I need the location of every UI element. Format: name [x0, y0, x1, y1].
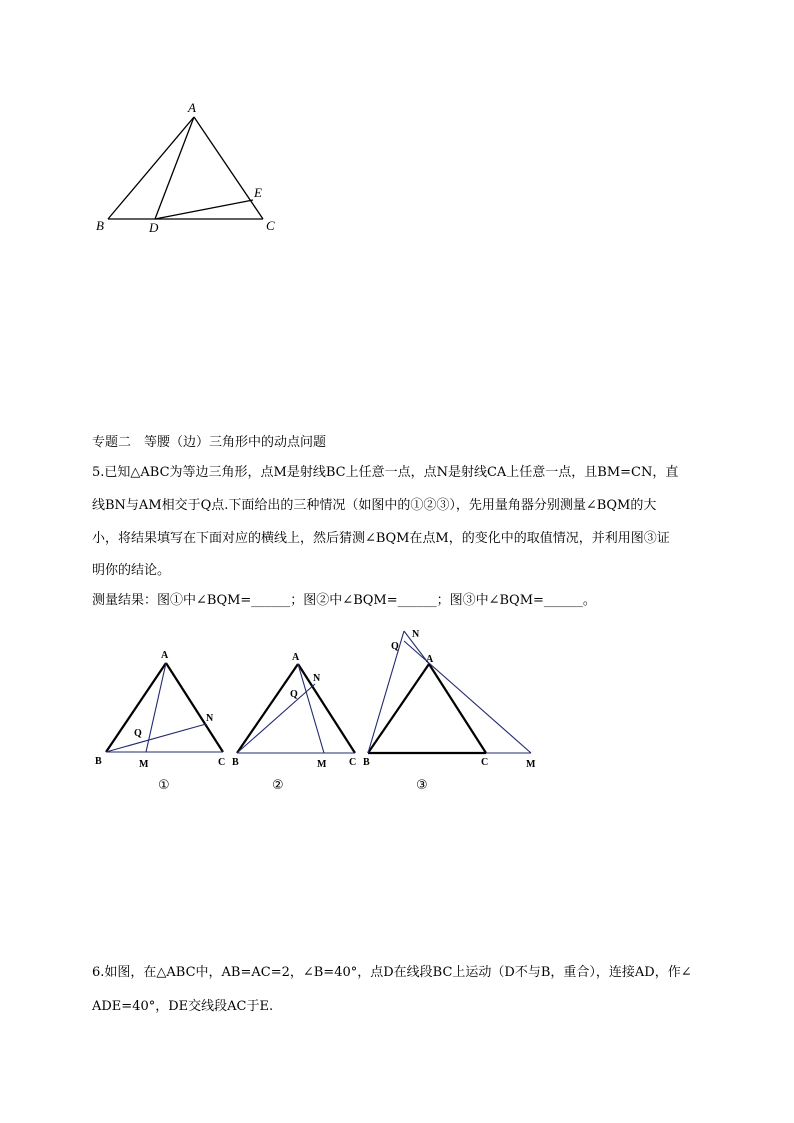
- segment-am: [404, 641, 531, 753]
- segment-ab: [108, 117, 194, 219]
- segment-ac: [194, 117, 263, 219]
- label-m: M: [526, 759, 536, 770]
- segment-de: [155, 200, 253, 219]
- figure-1: [90, 644, 240, 774]
- problem5-line3: 小，将结果填写在下面对应的横线上，然后猜测∠BQM在点M，的变化中的取值情况，并利用图③证: [92, 531, 670, 546]
- label-c: C: [218, 757, 226, 768]
- label-b: B: [95, 756, 102, 767]
- label-b: B: [96, 218, 104, 233]
- segment-ac: [166, 663, 223, 752]
- label-b: B: [363, 757, 370, 768]
- label-m: M: [317, 759, 327, 770]
- label-e: E: [254, 185, 262, 200]
- figure-2-caption: ②: [272, 778, 284, 793]
- figure-3-caption: ③: [416, 778, 428, 793]
- problem5-line2: 线BN与AM相交于Q点.下面给出的三种情况（如图中的①②③），先用量角器分别测量∠BQM的大: [92, 498, 657, 513]
- section-title: 专题二 等腰（边）三角形中的动点问题: [92, 435, 327, 450]
- segment-ac: [429, 664, 486, 753]
- label-q: Q: [134, 728, 142, 739]
- label-n: N: [412, 629, 420, 640]
- label-n: N: [206, 713, 214, 724]
- label-a: A: [292, 652, 300, 663]
- label-a: A: [188, 100, 196, 115]
- label-m: M: [139, 759, 149, 770]
- label-a: A: [426, 654, 434, 665]
- problem5-line4: 明你的结论。: [92, 563, 171, 578]
- label-n: N: [313, 673, 321, 684]
- segment-ab: [368, 664, 429, 753]
- figure-3: [360, 622, 545, 772]
- figure-1-caption: ①: [158, 778, 170, 793]
- problem5-line1: 5.已知△ABC为等边三角形，点M是射线BC上任意一点，点N是射线CA上任意一点，且BM=CN，直: [92, 465, 679, 480]
- problem5-line5: 测量结果：图①中∠BQM=______；图②中∠BQM=______；图③中∠BQM=______。: [92, 593, 596, 608]
- label-d: D: [149, 220, 159, 235]
- segment-ab: [237, 664, 298, 753]
- figure-2: [228, 644, 368, 774]
- label-a: A: [161, 650, 169, 661]
- problem6-line2: ADE=40°，DE交线段AC于E.: [92, 999, 274, 1014]
- segment-ad: [155, 117, 194, 219]
- label-c: C: [266, 218, 275, 233]
- label-b: B: [232, 757, 239, 768]
- label-c: C: [481, 757, 489, 768]
- label-q: Q: [391, 641, 399, 652]
- label-c: C: [349, 757, 357, 768]
- segment-ac: [298, 664, 355, 753]
- problem6-line1: 6.如图，在△ABC中，AB=AC=2，∠B=40°，点D在线段BC上运动（D不与B，重合），连接AD，作∠: [92, 965, 692, 980]
- figure-triangle-ade: [90, 98, 290, 238]
- label-q: Q: [290, 689, 298, 700]
